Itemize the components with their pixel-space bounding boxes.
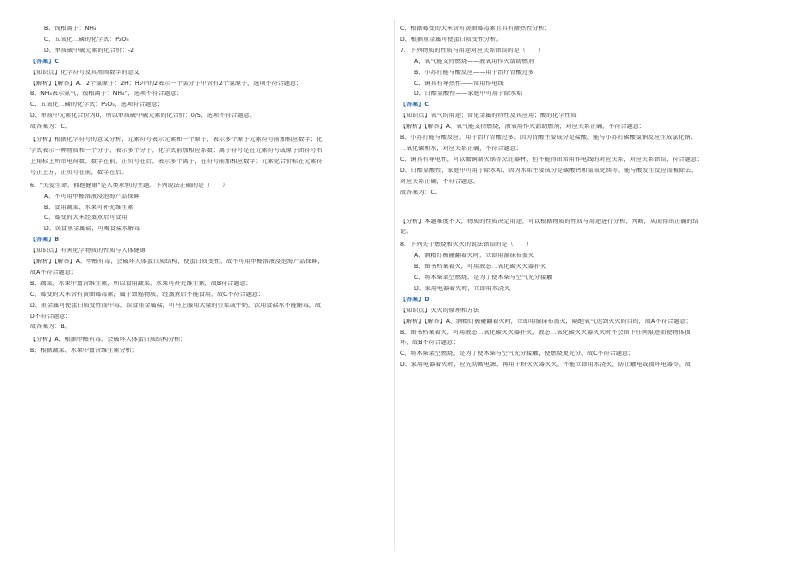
left-column-line: 【知识点】化学符号及其周围数字的意义 <box>30 69 140 76</box>
left-column <box>30 26 382 355</box>
right-column <box>400 26 752 369</box>
left-column-line: 号正上方，正负号在前，数字在后。 <box>30 169 128 176</box>
right-column-line: 【解析】【解答】A、氧气能支持燃烧，液氧用作火箭助燃剂，对应关系正确，不符合题意； <box>400 124 645 131</box>
right-column-line: 【分析】本题难度不大，物质的性质决定用途，可以根据物质的性质与用途进行分析、判断，从而得出正确的结 <box>400 218 699 225</box>
right-column-line: 7．下列物质的性质与用途对应关系错误的是（ ） <box>400 47 545 54</box>
right-column-line: 【知识点】灭火的原理和方法 <box>400 307 480 314</box>
left-column-line: B、食用蔬菜、水果可补充维生素 <box>44 204 134 211</box>
right-column-line: D、白醋显酸性——家庭中可用于除水垢 <box>414 91 523 98</box>
left-column-line: 【答案】B <box>30 237 60 244</box>
right-column-line: D、根据重金属可使蛋白质变性分析。 <box>400 36 503 43</box>
left-column-line: 【分析】根据化学符号的意义分析，元素符号表示元素和一个原子，表示多个原子元素符号前加相应数字；化 <box>30 137 323 144</box>
left-column-line: C、霉变的大米经蒸煮后可食用 <box>44 215 128 222</box>
right-column-line: C、根据霉变的大米含有黄曲霉毒素且具有耐热性分析； <box>400 26 551 32</box>
left-column-line: 故答案为：C。 <box>30 124 71 131</box>
right-column-line: 论。 <box>400 229 413 236</box>
right-column-line: B、小苏打能与酸反应——用于治疗胃酸过多 <box>414 69 534 76</box>
column-divider <box>394 20 395 550</box>
right-column-line: 坏，故B不符合题意； <box>400 340 460 347</box>
right-column-line: 【答案】D <box>400 296 430 303</box>
left-column-line: D、单质硫中硫元素的化合价：-2 <box>44 47 134 54</box>
right-column-line: 【解析】【解答】A、酒精灯被碰翻着火时，立即用湿抹布盖灭，隔绝氧气达到灭火的目的，故A不符合题意； <box>400 318 692 325</box>
right-column-line: B、图书档案着火，可用液态二氧化碳灭火器扑灭，液态二氧化碳灭火器灭火时不会留下任何痕迹而使物体损 <box>400 329 691 336</box>
right-column-line: B、图书档案着火，可用液态二氧化碳灭火器扑灭 <box>414 264 547 271</box>
left-column-line: 学式表示一种物质和一个分子，表示多个分子，化学式前加相应系数；离子符号是在元素符号或原子团符号右 <box>30 147 323 154</box>
left-column-line: 上角标上所带电荷数，数字在前，正负号在后，表示多个离子，在符号前加相应数字；元素化合价标在元素符 <box>30 158 323 165</box>
left-column-line: D、重金属可使蛋白质变性而中毒，误食重金属盐，可马上服用大量的豆浆或牛奶，饮用食盐水不能解毒，故 <box>30 302 322 309</box>
right-column-line: C、将木柴架空燃烧，是为了使木柴与空气充分接触 <box>414 275 553 282</box>
left-column-line: 【答案】C <box>30 58 59 65</box>
left-column-line: 【解析】【解答】A、甲醛有毒，会破坏人体蛋白质结构，使蛋白质变性，故不可用甲醛溶液浸泡海产品保鲜， <box>30 259 324 266</box>
right-column-line: C、铜具有导电性，可以做铜制火锅等烹饪器材，但不能得出常用作电线的对应关系，对应关系错误，符合题意； <box>400 156 703 163</box>
right-column-line: B、小苏打能与酸反应，用于治疗胃酸过多，因为胃酸主要成分是盐酸，能与小苏打碳酸氢钠反应生成氯化钠、 <box>400 135 697 142</box>
left-column-line: B、蔬菜、水果中富含维生素，所以食用蔬菜、水果可补充维生素，故B符合题意； <box>30 280 252 287</box>
right-column-line: 【答案】C <box>400 102 429 109</box>
right-column-line: 【知识点】氧气的用途；常见金属的特性及其应用；酸的化学性质 <box>400 113 577 120</box>
left-column-line: C、五氧化二磷的化学式：P₂O₅，选项符合题意； <box>30 102 164 109</box>
right-column-line: A、酒精灯被碰翻着火时，立即用湿抹布盖灭 <box>414 253 534 260</box>
right-column-line: 8．下列关于燃烧和灭火的说法错误的是（ ） <box>400 242 532 249</box>
left-column-line: 【分析】A、根据甲醛有毒，会破坏人体蛋白质结构分析； <box>30 337 187 344</box>
left-column-line: C、霉变的大米含有黄曲霉毒素，属于致癌物质，经蒸煮后不能食用，故C不符合题意； <box>30 291 264 298</box>
left-column-line: C、五氧化二磷的化学式：P₂O₅ <box>44 36 129 43</box>
left-column-line: D、误食重金属盐，可喝食盐水解毒 <box>44 226 141 233</box>
left-column-line: A、不可用甲醛溶液浸泡海产品保鲜 <box>44 193 140 200</box>
right-column-line: D、家用电器着火时，立即用水浇灭 <box>414 285 511 292</box>
right-column-line: C、铜具有导热性——常用作电线 <box>414 80 504 87</box>
left-column-line: 6．"关爱生命、拥抱健康"是人类永恒的主题。下列说法正确的是（ ） <box>30 182 229 189</box>
left-column-line: B、NH₄表示氨气，铵根离子：NH₄⁺，选项不符合题意； <box>30 91 183 98</box>
right-column-line: 二氧化碳和水，对应关系正确，不符合题意； <box>400 145 522 152</box>
right-column-line: 对应关系正确，不符合题意。 <box>400 178 480 185</box>
right-column-line: A、氧气能支持燃烧——液氧用作火箭助燃剂 <box>414 58 534 65</box>
left-column-line: D不符合题意； <box>30 313 72 320</box>
left-column-line: B、根据蔬菜、水果中富含维生素分析； <box>30 348 138 355</box>
left-column-line: 【知识点】有害化学物质的性质与人体健康 <box>30 248 146 255</box>
right-column-line: D、白醋显酸性，家庭中可用于除水垢，因为水垢主要成分是碳酸钙和氢氧化镁等，能与酸发生反应而被除去， <box>400 167 698 174</box>
right-column-line: D、家用电器着火时，应先切断电源，再用干粉灭火器灭火，不能立即用水浇灭，防止触电或损坏电器等，故 <box>400 362 692 369</box>
right-column-line: C、将木柴架空燃烧，是为了使木柴与空气充分接触，使燃烧更充分，故C不符合题意； <box>400 351 634 358</box>
left-column-line: 故A不符合题意； <box>30 269 77 276</box>
right-column-line: 故答案为：C。 <box>400 189 441 196</box>
left-column-line: D、单质中元素化合价为0，所以单质硫中硫元素的化合价：0/S，选项不符合题意。 <box>30 113 256 120</box>
left-column-line: B、钱根离子：NH₄ <box>44 26 97 32</box>
left-column-line: 故答案为：B。 <box>30 324 71 331</box>
left-column-line: 【解析】【解答】A．2个氢原子：2H；H₂中的2表示一个氢分子中含有2个氢原子，选项不符合题意； <box>30 80 302 87</box>
